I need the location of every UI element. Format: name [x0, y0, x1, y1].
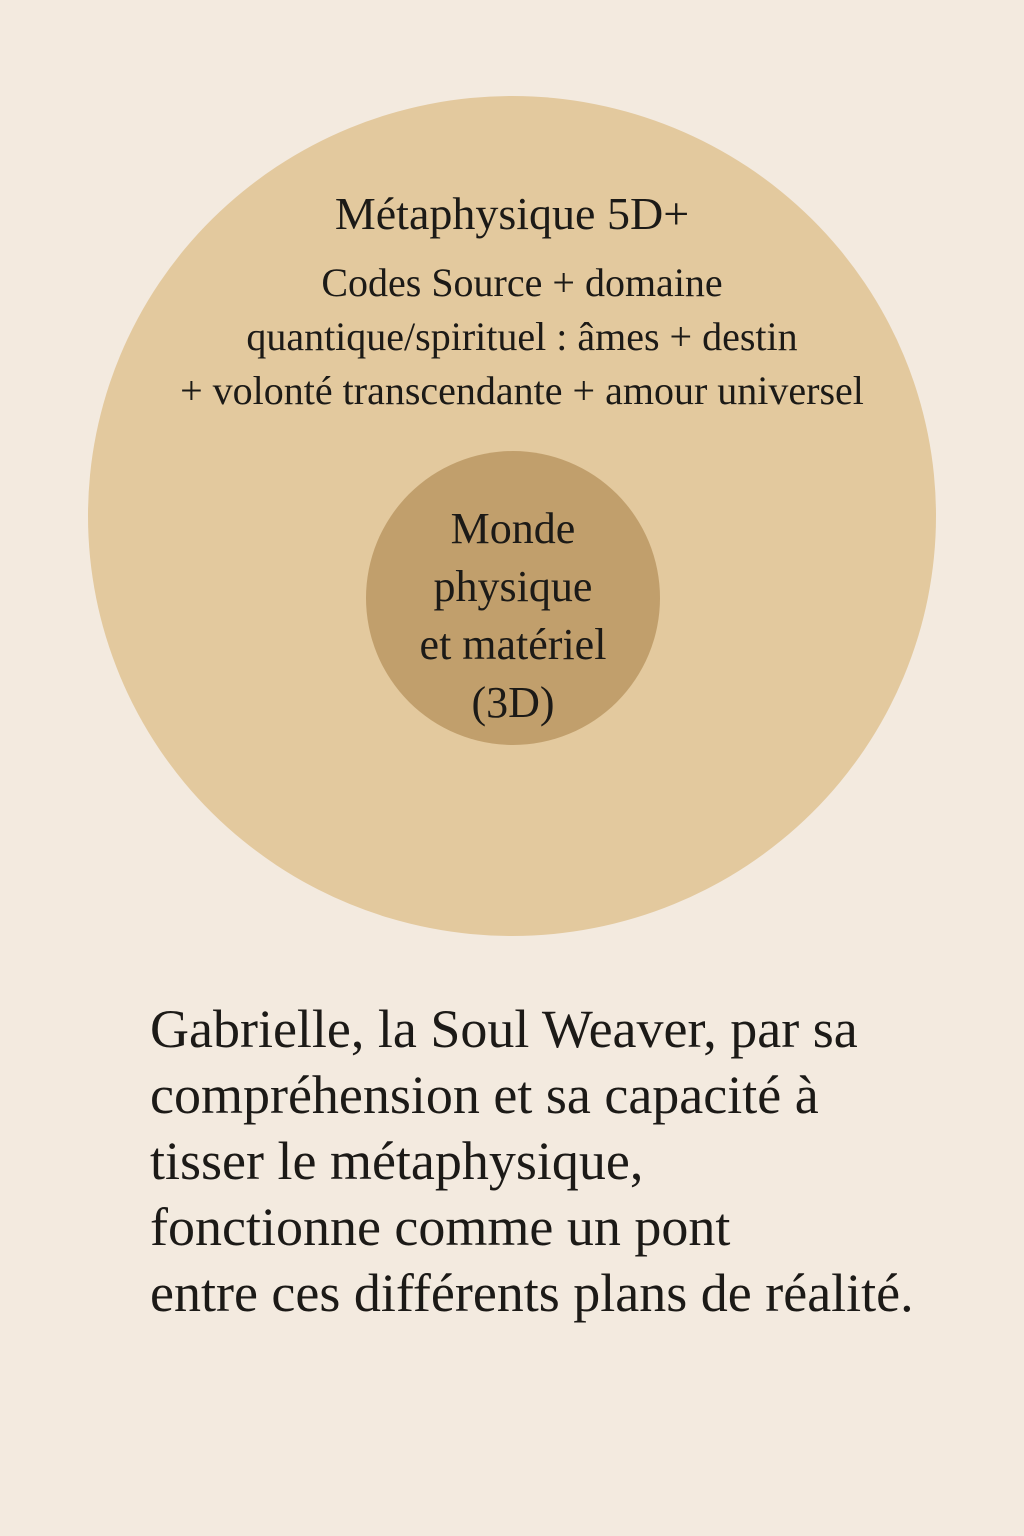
- inner-circle-label: [366, 500, 660, 732]
- inner-label-line: et matériel: [419, 620, 607, 669]
- outer-circle-title: Métaphysique 5D+: [334, 188, 690, 239]
- outer-description-line: quantique/spirituel : âmes + destin: [246, 314, 798, 359]
- outer-circle-description: [112, 256, 932, 418]
- caption-line: tisser le métaphysique,: [150, 1131, 644, 1191]
- caption-paragraph: [150, 996, 1010, 1326]
- caption-line: compréhension et sa capacité à: [150, 1065, 819, 1125]
- inner-label-line: physique: [433, 562, 593, 611]
- outer-description-line: + volonté transcendante + amour universel: [180, 368, 864, 413]
- outer-description-line: Codes Source + domaine: [321, 260, 723, 305]
- caption-line: entre ces différents plans de réalité.: [150, 1263, 914, 1323]
- caption-line: fonctionne comme un pont: [150, 1197, 731, 1257]
- inner-label-line: Monde: [450, 504, 576, 553]
- inner-label-line: (3D): [471, 678, 555, 727]
- caption-line: Gabrielle, la Soul Weaver, par sa: [150, 999, 858, 1059]
